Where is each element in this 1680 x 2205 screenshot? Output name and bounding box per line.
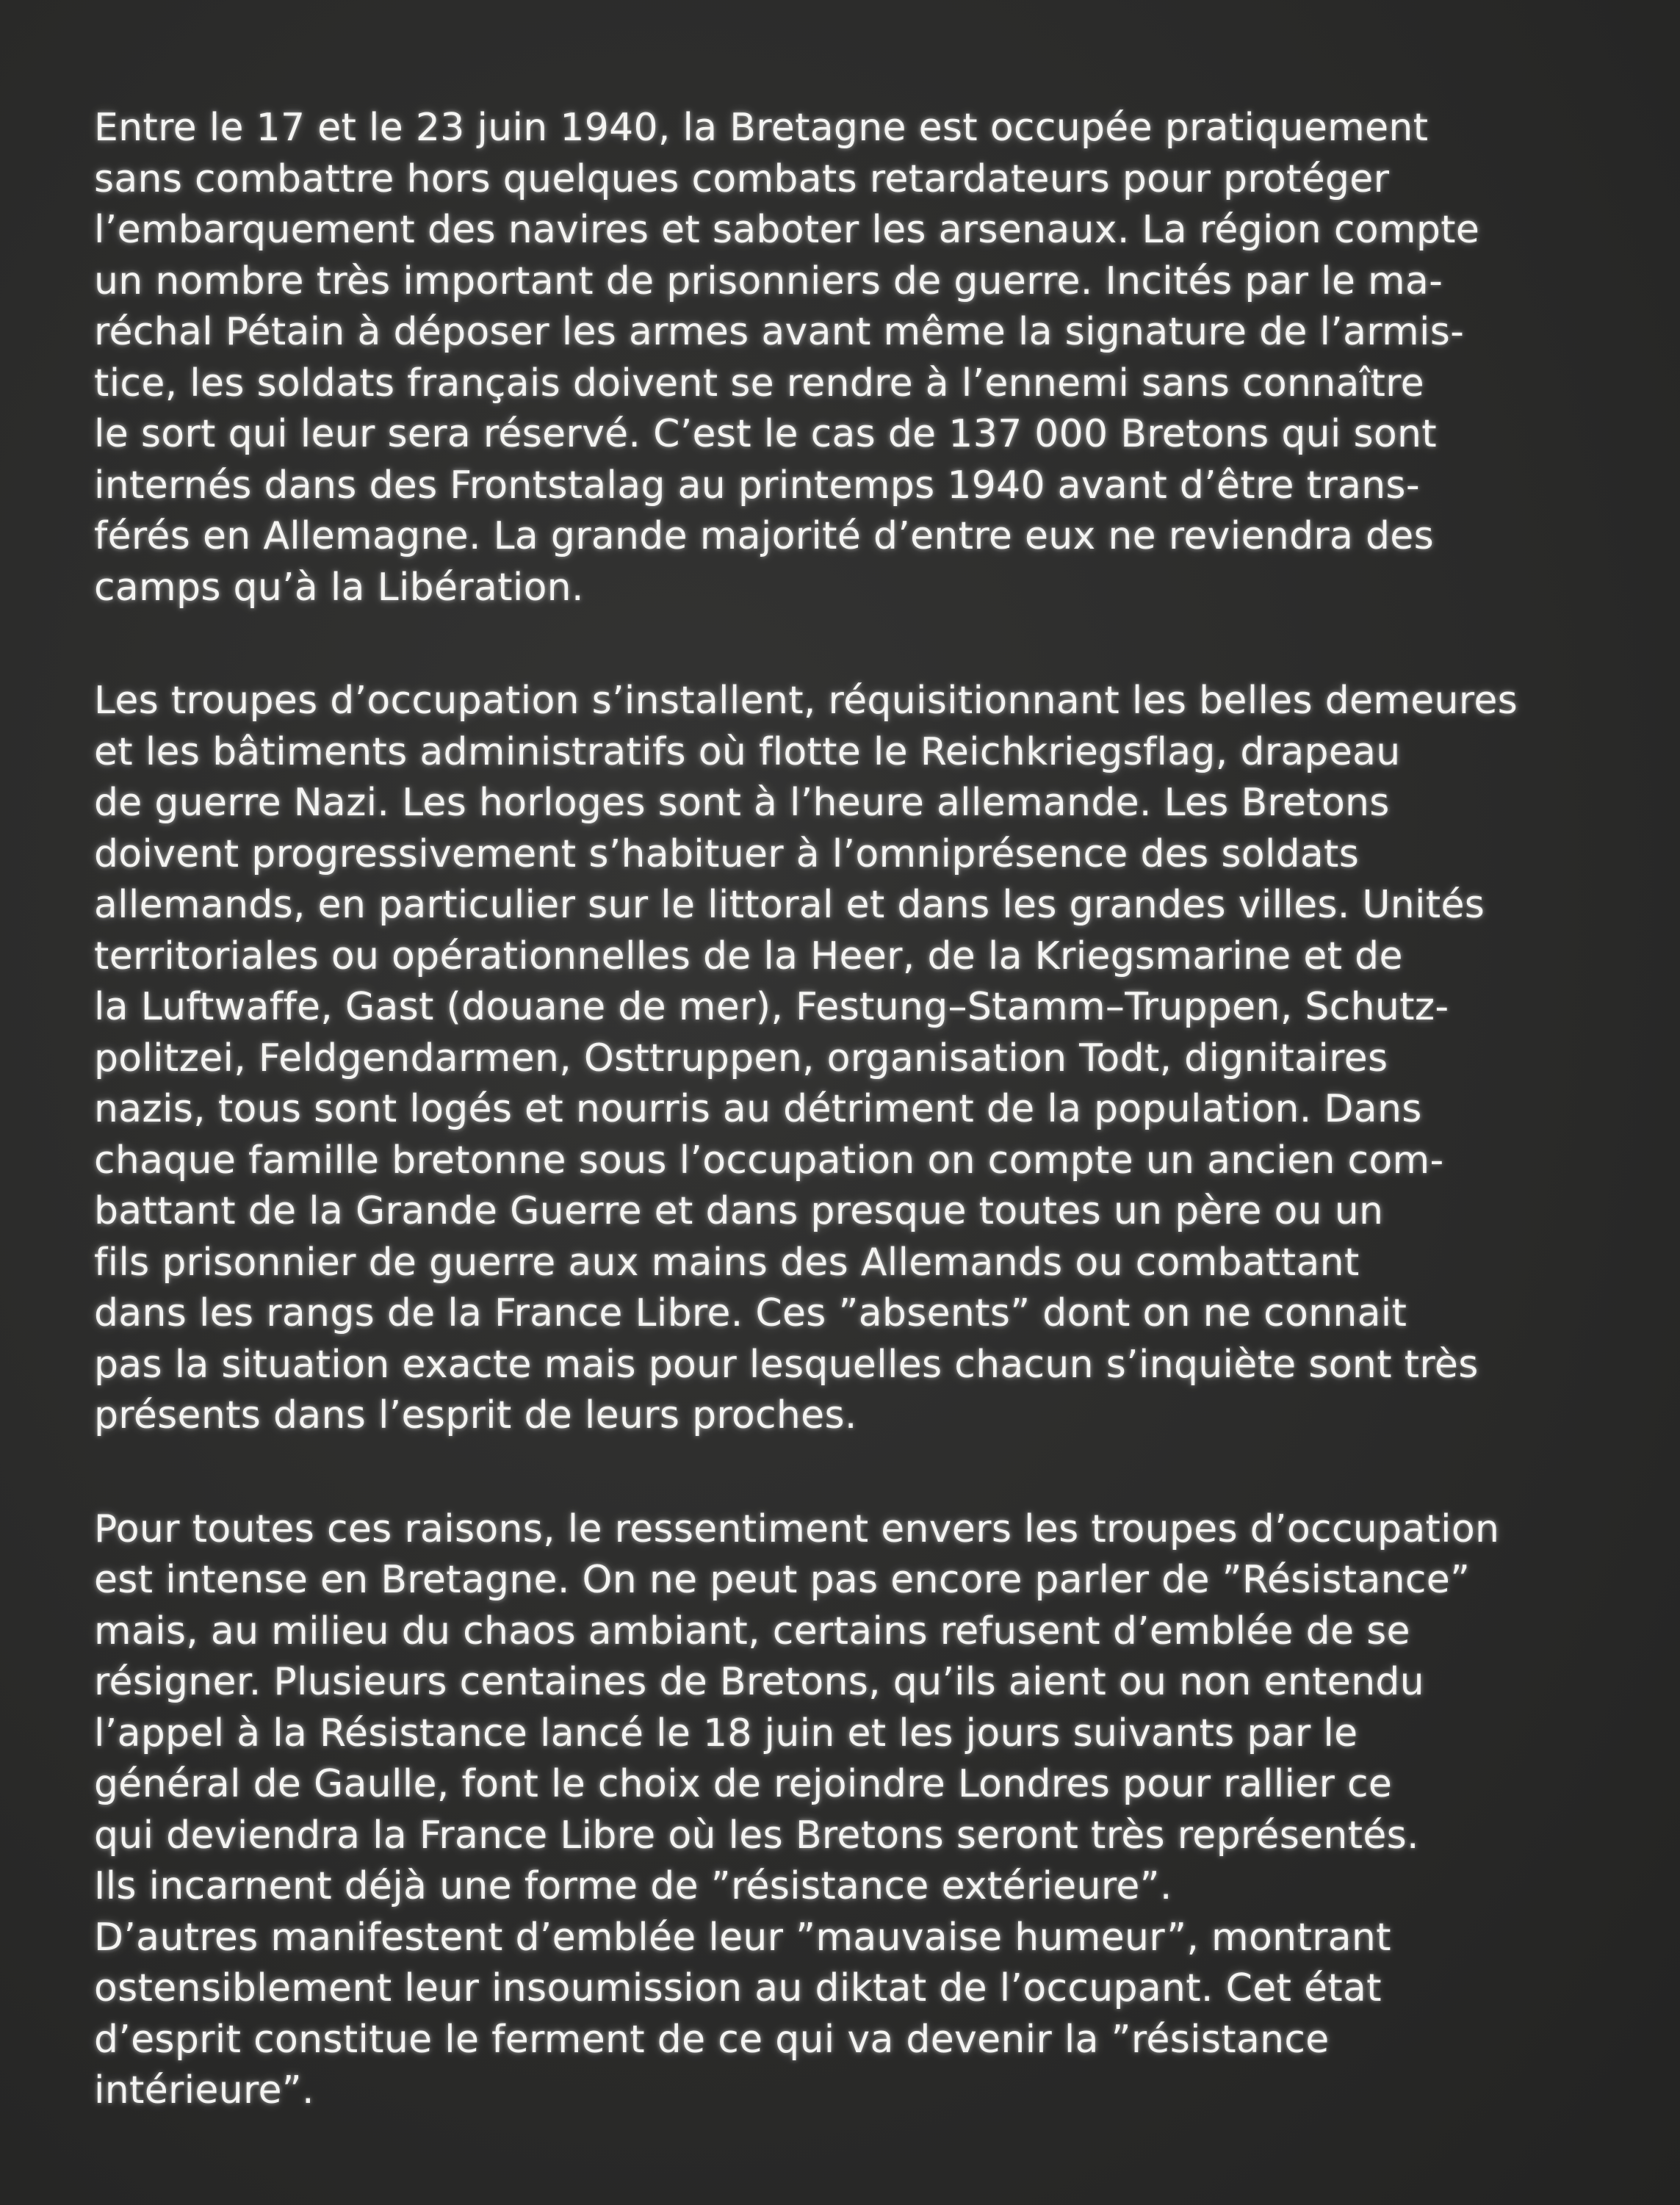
text-line: internés dans des Frontstalag au printemps 1940 avant d’être trans-: [94, 463, 1420, 508]
text-line: la Luftwaffe, Gast (douane de mer), Festung–Stamm–Truppen, Schutz-: [94, 985, 1449, 1029]
paragraph-2: [94, 676, 1607, 1442]
text-line: camps qu’à la Libération.: [94, 565, 584, 610]
text-line: férés en Allemagne. La grande majorité d’entre eux ne reviendra des: [94, 514, 1434, 558]
text-line: allemands, en particulier sur le littoral et dans les grandes villes. Unités: [94, 883, 1485, 927]
paragraph-1: [94, 103, 1607, 613]
text-line: pas la situation exacte mais pour lesquelles chacun s’inquiète sont très: [94, 1342, 1479, 1387]
text-line: nazis, tous sont logés et nourris au détriment de la population. Dans: [94, 1087, 1422, 1131]
text-line: un nombre très important de prisonniers de guerre. Incités par le ma-: [94, 259, 1443, 303]
text-line: Les troupes d’occupation s’installent, réquisitionnant les belles demeures: [94, 679, 1518, 723]
text-line: l’embarquement des navires et saboter les arsenaux. La région compte: [94, 208, 1480, 252]
text-line: battant de la Grande Guerre et dans presque toutes un père ou un: [94, 1189, 1384, 1233]
text-line: de guerre Nazi. Les horloges sont à l’heure allemande. Les Bretons: [94, 781, 1390, 825]
text-line: le sort qui leur sera réservé. C’est le cas de 137 000 Bretons qui sont: [94, 412, 1437, 456]
text-line: résigner. Plusieurs centaines de Bretons, qu’ils aient ou non entendu: [94, 1660, 1424, 1704]
text-line: politzei, Feldgendarmen, Osttruppen, organisation Todt, dignitaires: [94, 1036, 1388, 1080]
text-line: fils prisonnier de guerre aux mains des Allemands ou combattant: [94, 1240, 1360, 1285]
text-line: réchal Pétain à déposer les armes avant même la signature de l’armis-: [94, 310, 1465, 354]
text-line: Entre le 17 et le 23 juin 1940, la Bretagne est occupée pratiquement: [94, 106, 1429, 150]
text-line: chaque famille bretonne sous l’occupation on compte un ancien com-: [94, 1138, 1444, 1183]
text-line: mais, au milieu du chaos ambiant, certains refusent d’emblée de se: [94, 1609, 1410, 1653]
paragraph-spacer: [94, 613, 1607, 676]
text-line: d’esprit constitue le ferment de ce qui va devenir la ”résistance: [94, 2017, 1330, 2062]
text-line: Ils incarnent déjà une forme de ”résistance extérieure”.: [94, 1864, 1172, 1908]
text-line: l’appel à la Résistance lancé le 18 juin et les jours suivants par le: [94, 1711, 1358, 1755]
text-line: sans combattre hors quelques combats retardateurs pour protéger: [94, 156, 1390, 201]
paragraph-spacer: [94, 1442, 1607, 1504]
text-line: et les bâtiments administratifs où flotte le Reichkriegsflag, drapeau: [94, 729, 1401, 774]
text-line: général de Gaulle, font le choix de rejoindre Londres pour rallier ce: [94, 1762, 1393, 1806]
paragraph-3: [94, 1504, 1607, 2117]
text-line: territoriales ou opérationnelles de la Heer, de la Kriegsmarine et de: [94, 934, 1403, 978]
text-line: tice, les soldats français doivent se rendre à l’ennemi sans connaître: [94, 361, 1424, 405]
text-line: est intense en Bretagne. On ne peut pas encore parler de ”Résistance”: [94, 1558, 1471, 1602]
text-line: intérieure”.: [94, 2068, 314, 2112]
text-block: [94, 103, 1607, 2117]
text-line: présents dans l’esprit de leurs proches.: [94, 1393, 857, 1437]
text-line: dans les rangs de la France Libre. Ces ”absents” dont on ne connait: [94, 1291, 1407, 1335]
text-line: ostensiblement leur insoumission au diktat de l’occupant. Cet état: [94, 1966, 1382, 2010]
text-line: qui deviendra la France Libre où les Bretons seront très représentés.: [94, 1813, 1419, 1858]
text-line: D’autres manifestent d’emblée leur ”mauvaise humeur”, montrant: [94, 1915, 1391, 1960]
text-line: doivent progressivement s’habituer à l’omniprésence des soldats: [94, 831, 1360, 876]
text-line: Pour toutes ces raisons, le ressentiment envers les troupes d’occupation: [94, 1506, 1500, 1551]
